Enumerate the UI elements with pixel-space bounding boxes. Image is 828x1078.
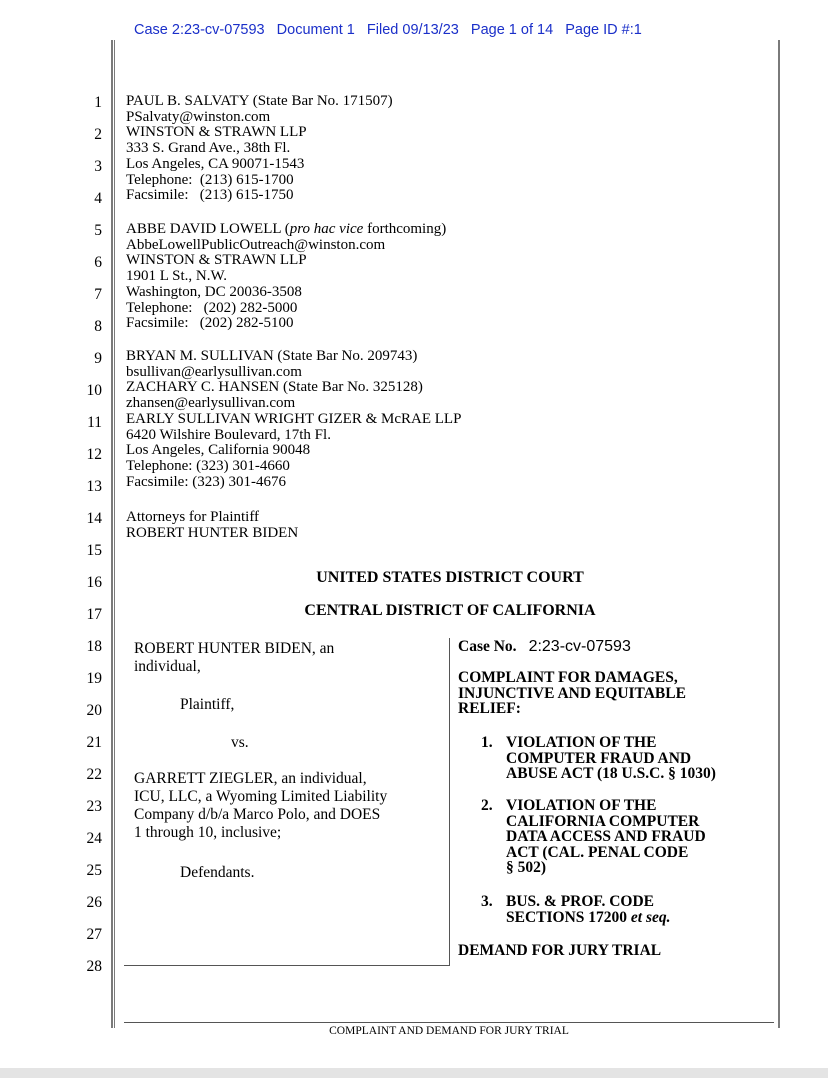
lowell-suffix: forthcoming) (363, 221, 447, 237)
line-number: 20 (86, 702, 102, 719)
line-number: 2 (94, 126, 102, 143)
line-number: 25 (86, 862, 102, 879)
line-number: 6 (94, 254, 102, 271)
line-number: 23 (86, 798, 102, 815)
line-number: 11 (87, 414, 102, 431)
count-2-number: 2. (481, 797, 493, 814)
line-number: 1 (94, 94, 102, 111)
defendants-label: Defendants. (180, 864, 255, 881)
et-seq-text: et seq. (630, 908, 671, 926)
line-number: 27 (86, 926, 102, 943)
line-number: 4 (94, 190, 102, 207)
line-number: 7 (94, 286, 102, 303)
left-margin-rule (111, 40, 113, 1028)
count-3-number: 3. (481, 893, 493, 910)
case-number: 2:23-cv-07593 (528, 638, 631, 655)
case-number-line (458, 638, 631, 656)
line-number: 17 (86, 606, 102, 623)
count-3-main: BUS. & PROF. CODE SECTIONS 17200 (506, 893, 654, 926)
court-name: UNITED STATES DISTRICT COURT (316, 569, 584, 586)
attorney-block-early-sullivan: BRYAN M. SULLIVAN (State Bar No. 209743) bsullivan@earlysullivan.com ZACHARY C. HANSEN (State Bar No. 325128) zhansen@earlysullivan.com EARLY SULLIVAN WRIGHT GIZER & McRAE LLP 6420 Wilshire Boulevard, 17th Fl. Los Angeles, California 90048 Telephone: (323) 301-4660 Facsimile: (323) 301-4676 (126, 348, 462, 490)
complaint-title: COMPLAINT FOR DAMAGES, INJUNCTIVE AND EQUITABLE RELIEF: (458, 669, 686, 717)
jury-demand: DEMAND FOR JURY TRIAL (458, 942, 662, 959)
caption-bottom-rule (124, 965, 450, 966)
footer-title: COMPLAINT AND DEMAND FOR JURY TRIAL (329, 1025, 569, 1037)
line-number: 21 (86, 734, 102, 751)
count-1-number: 1. (481, 734, 493, 751)
attorney-block-salvaty: PAUL B. SALVATY (State Bar No. 171507) PSalvaty@winston.com WINSTON & STRAWN LLP 333 S. Grand Ave., 38th Fl. Los Angeles, CA 90071-1543 Telephone: (213) 615-1700 Facsimile: (213) 615-1750 (126, 93, 393, 204)
viewer-background (0, 1068, 828, 1078)
right-margin-rule (778, 40, 780, 1028)
caption-divider (449, 638, 450, 966)
line-number: 16 (86, 574, 102, 591)
line-number: 22 (86, 766, 102, 783)
line-number: 24 (86, 830, 102, 847)
line-number: 3 (94, 158, 102, 175)
line-number: 9 (94, 350, 102, 367)
line-number: 10 (86, 382, 102, 399)
attorneys-for-plaintiff: Attorneys for Plaintiff ROBERT HUNTER BIDEN (126, 509, 299, 541)
plaintiff-name: ROBERT HUNTER BIDEN, an individual, (134, 640, 335, 675)
line-number: 15 (86, 542, 102, 559)
plaintiff-label: Plaintiff, (180, 696, 235, 713)
count-1-text: VIOLATION OF THE COMPUTER FRAUD AND ABUSE ACT (18 U.S.C. § 1030) (506, 734, 716, 782)
count-2-text: VIOLATION OF THE CALIFORNIA COMPUTER DATA ACCESS AND FRAUD ACT (CAL. PENAL CODE § 502) (506, 797, 706, 876)
left-margin-rule-inner (114, 40, 115, 1028)
footer-rule (124, 1022, 774, 1023)
defendants-names: GARRETT ZIEGLER, an individual, ICU, LLC, a Wyoming Limited Liability Company d/b/a Marco Polo, and DOES 1 through 10, inclusive; (134, 770, 388, 841)
line-number: 18 (86, 638, 102, 655)
line-number: 13 (86, 478, 102, 495)
lowell-details: AbbeLowellPublicOutreach@winston.com WINSTON & STRAWN LLP 1901 L St., N.W. Washington, DC 20036-3508 Telephone: (202) 282-5000 Facsimile: (202) 282-5100 (126, 236, 386, 332)
line-number: 19 (86, 670, 102, 687)
court-district: CENTRAL DISTRICT OF CALIFORNIA (304, 602, 596, 619)
count-3-text (506, 894, 671, 925)
line-number: 5 (94, 222, 102, 239)
attorney-block-lowell (126, 222, 446, 332)
line-number: 26 (86, 894, 102, 911)
line-number: 28 (86, 958, 102, 975)
lowell-name: ABBE DAVID LOWELL ( (126, 221, 290, 237)
line-number: 12 (86, 446, 102, 463)
line-number: 14 (86, 510, 102, 527)
ecf-header: Case 2:23-cv-07593 Document 1 Filed 09/13/23 Page 1 of 14 Page ID #:1 (134, 22, 642, 38)
versus-text: vs. (231, 734, 249, 751)
pro-hac-vice-text: pro hac vice (289, 221, 364, 237)
line-number: 8 (94, 318, 102, 335)
case-number-label: Case No. (458, 638, 517, 655)
